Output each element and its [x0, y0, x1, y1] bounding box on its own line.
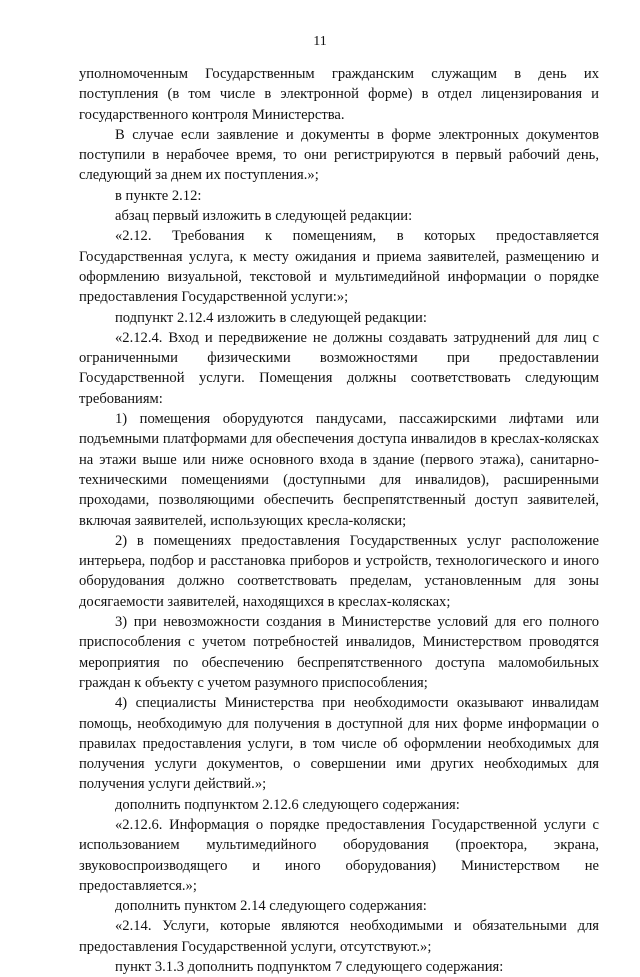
paragraph: «2.12. Требования к помещениям, в которых предоставляется Государственная услуга, к месту ожидания и приема заявителей, размещению и оформлению визуальной, текстовой и мультимедийной информации о порядке предоставления Государственной услуги:»; [79, 228, 599, 306]
paragraph: в пункте 2.12: [115, 187, 202, 204]
document-body [79, 64, 599, 977]
paragraph: «2.14. Услуги, которые являются необходимыми и обязательными для предоставления Государственной услуги, отсутствуют.»; [79, 918, 599, 955]
paragraph: подпункт 2.12.4 изложить в следующей редакции: [115, 309, 427, 326]
paragraph: 1) помещения оборудуются пандусами, пассажирскими лифтами или подъемными платформами для обеспечения доступа инвалидов в креслах-колясках на этажи выше или ниже основного входа в здание (первого этажа), санитарно-техническими помещениями (доступными для инвалидов), расширенными проходами, позволяющими обеспечить беспрепятственный доступ заявителей, включая заявителей, использующих кресла-коляски; [79, 411, 599, 529]
paragraph: пункт 3.1.3 дополнить подпунктом 7 следующего содержания: [115, 959, 504, 976]
paragraph: 4) специалисты Министерства при необходимости оказывают инвалидам помощь, необходимую для получения в доступной для них форме информации о правилах предоставления услуги, в том числе об оформлении необходимых для получения услуги документов, о совершении ими других необходимых для получения услуги действий.»; [79, 695, 599, 793]
paragraph: «2.12.6. Информация о порядке предоставления Государственной услуги с использованием мультимедийного оборудования (проектора, экрана, звуковоспроизводящего и иного оборудования) Министерством не предоставляется.»; [79, 816, 599, 894]
paragraph: абзац первый изложить в следующей редакции: [115, 208, 413, 225]
paragraph: 2) в помещениях предоставления Государственных услуг расположение интерьера, подбор и расстановка приборов и устройств, технологического и иного оборудования должно соответствовать пределам, установленным для зоны досягаемости заявителей, находящихся в креслах-колясках; [79, 532, 599, 610]
paragraph: В случае если заявление и документы в форме электронных документов поступили в нерабочее время, то они регистрируются в первый рабочий день, следующий за днем их поступления.»; [79, 126, 599, 184]
paragraph: дополнить пунктом 2.14 следующего содержания: [115, 898, 427, 915]
paragraph: «2.12.4. Вход и передвижение не должны создавать затруднений для лиц с ограниченными физическими возможностями при предоставлении Государственной услуги. Помещения должны соответствовать следующим требованиям: [79, 329, 599, 407]
paragraph: дополнить подпунктом 2.12.6 следующего содержания: [115, 796, 460, 813]
page-number: 11 [313, 34, 327, 49]
paragraph: 3) при невозможности создания в Министерстве условий для его полного приспособления с учетом потребностей инвалидов, Министерством проводятся мероприятия по обеспечению беспрепятственного доступа маломобильных граждан к объекту с учетом разумного приспособления; [79, 614, 599, 691]
paragraph: уполномоченным Государственным гражданским служащим в день их поступления (в том числе в электронной форме) в отдел лицензирования и государственного контроля Министерства. [79, 66, 599, 123]
